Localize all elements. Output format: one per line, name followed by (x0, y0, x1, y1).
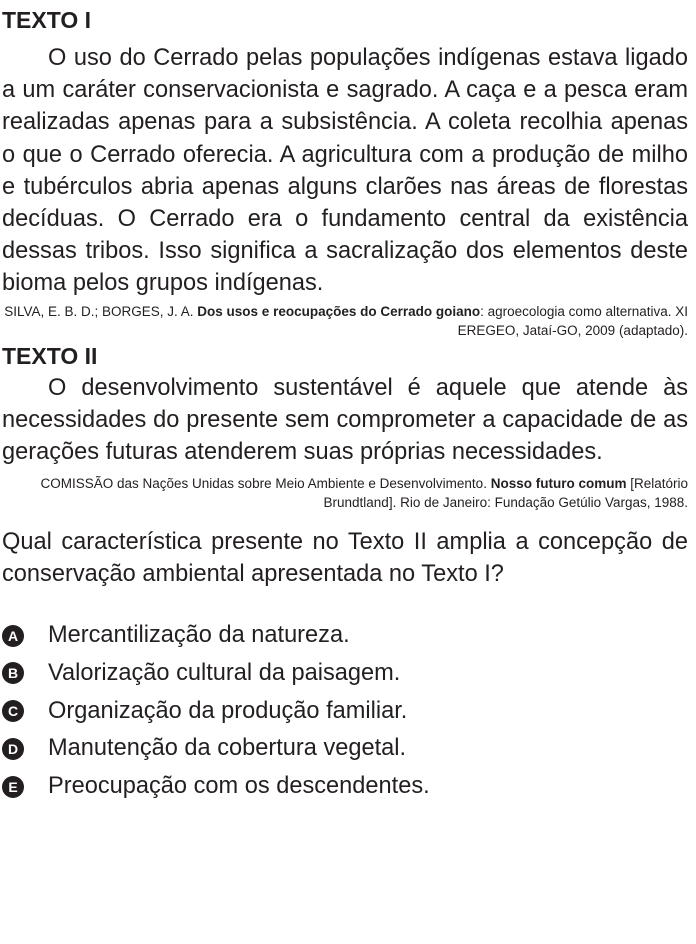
option-b[interactable] (2, 654, 688, 692)
texto1-paragraph: O uso do Cerrado pelas populações indígenas estava ligado a um caráter conservacionista e sagrado. A caça e a pesca eram realizadas apenas para a subsistência. A coleta recolhia apenas o que o Cerrado oferecia. A agricultura com a produção de milho e tubérculos abria apenas alguns clarões nas áreas de florestas decíduas. O Cerrado era o fundamento central da existência dessas tribos. Isso significa a sacralização dos elementos deste bioma pelos grupos indígenas. (2, 45, 688, 297)
option-a-badge-icon: A (2, 625, 24, 647)
option-e[interactable] (2, 768, 688, 806)
option-e-badge-icon: E (2, 776, 24, 798)
option-d-badge-icon: D (2, 738, 24, 760)
option-a[interactable] (2, 617, 688, 655)
texto1-heading: TEXTO I (2, 7, 92, 33)
texto2-source-rest: [Relatório Brundtland]. Rio de Janeiro: Fundação Getúlio Vargas, 1988. (323, 476, 688, 511)
option-a-text: Mercantilização da natureza. (48, 622, 350, 649)
option-c[interactable] (2, 692, 688, 730)
option-e-text: Preocupação com os descendentes. (48, 773, 430, 800)
option-c-badge-icon: C (2, 700, 24, 722)
option-c-text: Organização da produção familiar. (48, 697, 408, 724)
option-d-text: Manutenção da cobertura vegetal. (48, 735, 407, 762)
question-page (0, 4, 688, 806)
texto2-heading: TEXTO II (2, 342, 98, 369)
option-b-badge-icon: B (2, 662, 24, 684)
texto1-source-title: Dos usos e reocupações do Cerrado goiano (197, 303, 481, 319)
texto2-source-title: Nosso futuro comum (490, 476, 627, 492)
option-b-text: Valorização cultural da paisagem. (48, 659, 401, 686)
option-d[interactable] (2, 730, 688, 768)
texto2-source (2, 474, 688, 512)
texto1-source-rest: : agroecologia como alternativa. XI EREGEO, Jataí-GO, 2009 (adaptado). (457, 303, 688, 338)
texto1-source-authors: SILVA, E. B. D.; BORGES, J. A. (4, 303, 198, 319)
texto2-source-authors: COMISSÃO das Nações Unidas sobre Meio Ambiente e Desenvolvimento. (40, 476, 491, 492)
texto2-paragraph: O desenvolvimento sustentável é aquele que atende às necessidades do presente sem comprometer a capacidade de as gerações futuras atenderem suas próprias necessidades. (2, 374, 688, 466)
answer-options (2, 617, 688, 806)
texto1-source (2, 302, 688, 340)
question-text: Qual característica presente no Texto II amplia a concepção de conservação ambiental apresentada no Texto I? (2, 529, 688, 588)
